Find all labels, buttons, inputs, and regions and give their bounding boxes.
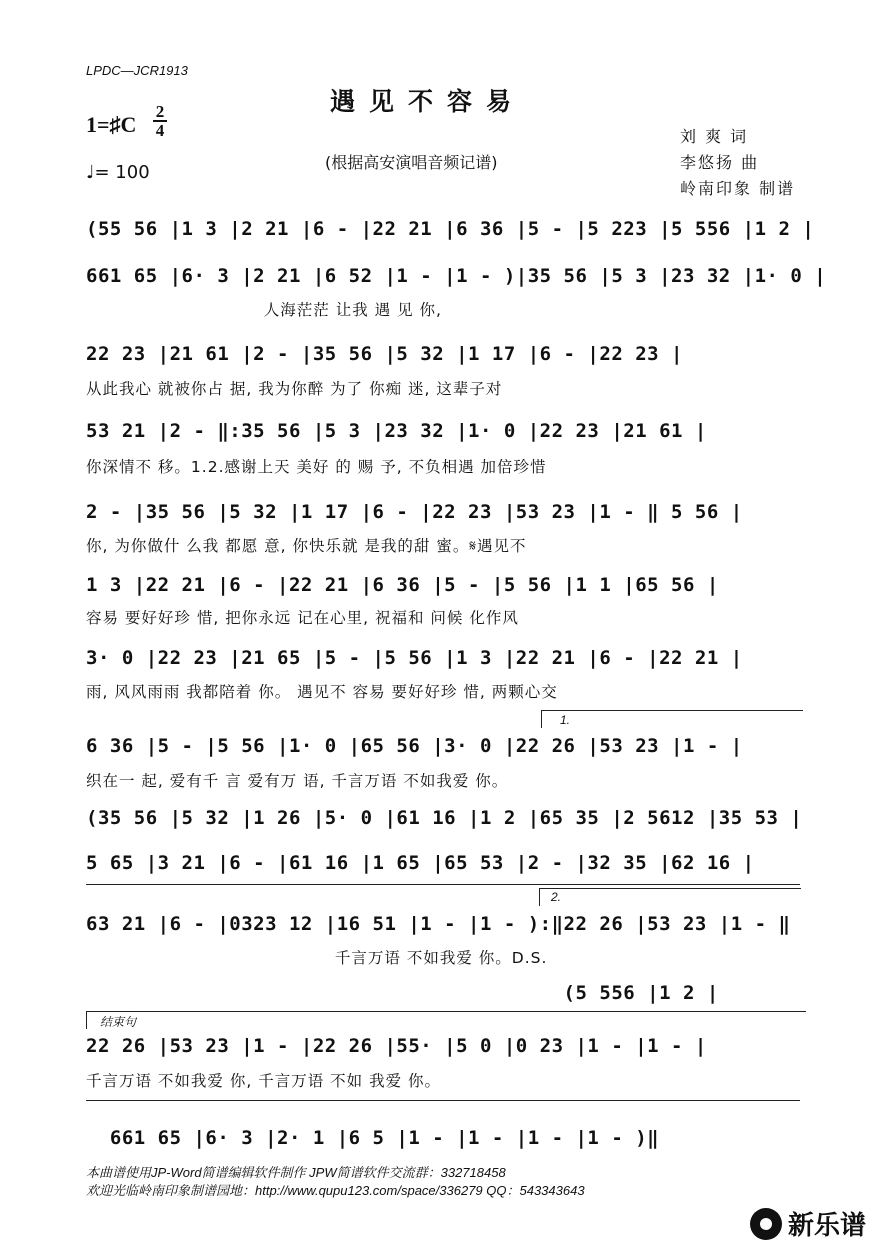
score-line-7: 3· 0 |22 23 |21 65 |5 - |5 56 |1 3 |22 21 |6 - |22 21 | xyxy=(86,647,743,669)
lyric-line-4: 你深情不 移。1.2.感谢上天 美好 的 赐 予, 不负相遇 加倍珍惜 xyxy=(86,458,547,476)
coda-hook xyxy=(86,1011,87,1029)
song-title: 遇见不容易 xyxy=(330,87,526,116)
score-line-5: 2 - |35 56 |5 32 |1 17 |6 - |22 23 |53 23 |1 - ‖ 5 56 | xyxy=(86,501,743,523)
brand-name: 新乐谱 xyxy=(787,1211,866,1241)
time-numerator: 2 xyxy=(155,102,165,121)
lyric-line-3: 从此我心 就被你占 据, 我为你醉 为了 你痴 迷, 这辈子对 xyxy=(86,380,503,398)
lyric-line-8: 织在一 起, 爱有千 言 爱有万 语, 千言万语 不如我爱 你。 xyxy=(86,772,509,790)
volta-1-label: 1. xyxy=(560,713,571,727)
key-signature: 1=♯C xyxy=(86,112,137,137)
vinyl-record-icon xyxy=(750,1208,782,1240)
lyric-line-13: 千言万语 不如我爱 你, 千言万语 不如 我爱 你。 xyxy=(86,1072,441,1090)
score-line-10: 5 65 |3 21 |6 - |61 16 |1 65 |65 53 |2 - |32 35 |62 16 | xyxy=(86,852,755,874)
section-rule xyxy=(86,884,800,885)
composer-credit: 李悠扬 曲 xyxy=(680,153,760,172)
score-line-11: 63 21 |6 - |0323 12 |16 51 |1 - |1 - ):‖22 26 |53 23 |1 - ‖ xyxy=(86,913,791,935)
volta-2-hook xyxy=(539,888,540,906)
lyricist-credit: 刘 爽 词 xyxy=(680,127,749,146)
score-line-9: (35 56 |5 32 |1 26 |5· 0 |61 16 |1 2 |65 35 |2 5612 |35 53 | xyxy=(86,807,803,829)
score-line-14: 661 65 |6· 3 |2· 1 |6 5 |1 - |1 - |1 - |1 - )‖ xyxy=(86,1127,660,1149)
transcription-note: (根据高安演唱音频记谱) xyxy=(325,153,498,172)
score-line-12: (5 556 |1 2 | xyxy=(86,982,719,1004)
arranger-credit: 岭南印象 制谱 xyxy=(680,179,796,198)
volta-2-label: 2. xyxy=(551,890,562,904)
volta-1-bracket xyxy=(541,710,803,711)
footer-line-1: 本曲谱使用JP-Word简谱编辑软件制作 JPW简谱软件交流群：332718458 xyxy=(86,1165,506,1180)
score-line-6: 1 3 |22 21 |6 - |22 21 |6 36 |5 - |5 56 |1 1 |65 56 | xyxy=(86,574,719,596)
time-denominator: 4 xyxy=(155,121,165,140)
score-line-4: 53 21 |2 - ‖:35 56 |5 3 |23 32 |1· 0 |22 23 |21 61 | xyxy=(86,420,707,442)
coda-label: 结束句 xyxy=(100,1015,137,1029)
score-line-8: 6 36 |5 - |5 56 |1· 0 |65 56 |3· 0 |22 26 |53 23 |1 - | xyxy=(86,735,743,757)
score-line-2: 661 65 |6· 3 |2 21 |6 52 |1 - |1 - )|35 56 |5 3 |23 32 |1· 0 | xyxy=(86,265,827,287)
lyric-line-2: 人海茫茫 让我 遇 见 你, xyxy=(86,301,442,319)
score-line-13: 22 26 |53 23 |1 - |22 26 |55· |5 0 |0 23 |1 - |1 - | xyxy=(86,1035,707,1057)
score-line-3: 22 23 |21 61 |2 - |35 56 |5 32 |1 17 |6 - |22 23 | xyxy=(86,343,683,365)
volta-2-bracket xyxy=(539,888,801,889)
footer-line-2: 欢迎光临岭南印象制谱园地：http://www.qupu123.com/space/336279 QQ：543343643 xyxy=(86,1183,585,1198)
score-code: LPDC—JCR1913 xyxy=(86,63,188,78)
score-line-1: (55 56 |1 3 |2 21 |6 - |22 21 |6 36 |5 - |5 223 |5 556 |1 2 | xyxy=(86,218,815,240)
lyric-line-5: 你, 为你做什 么我 都愿 意, 你快乐就 是我的甜 蜜。𝄋遇见不 xyxy=(86,537,527,555)
coda-bracket xyxy=(86,1011,806,1012)
time-signature xyxy=(153,104,167,138)
lyric-line-7: 雨, 风风雨雨 我都陪着 你。 遇见不 容易 要好好珍 惜, 两颗心交 xyxy=(86,683,558,701)
brand-logo xyxy=(750,1205,866,1242)
lyric-line-11: 千言万语 不如我爱 你。D.S. xyxy=(86,949,548,967)
tempo-mark: ♩= 100 xyxy=(86,162,150,183)
lyric-line-6: 容易 要好好珍 惜, 把你永远 记在心里, 祝福和 问候 化作风 xyxy=(86,609,519,627)
ending-rule xyxy=(86,1100,800,1101)
volta-1-hook xyxy=(541,710,542,728)
